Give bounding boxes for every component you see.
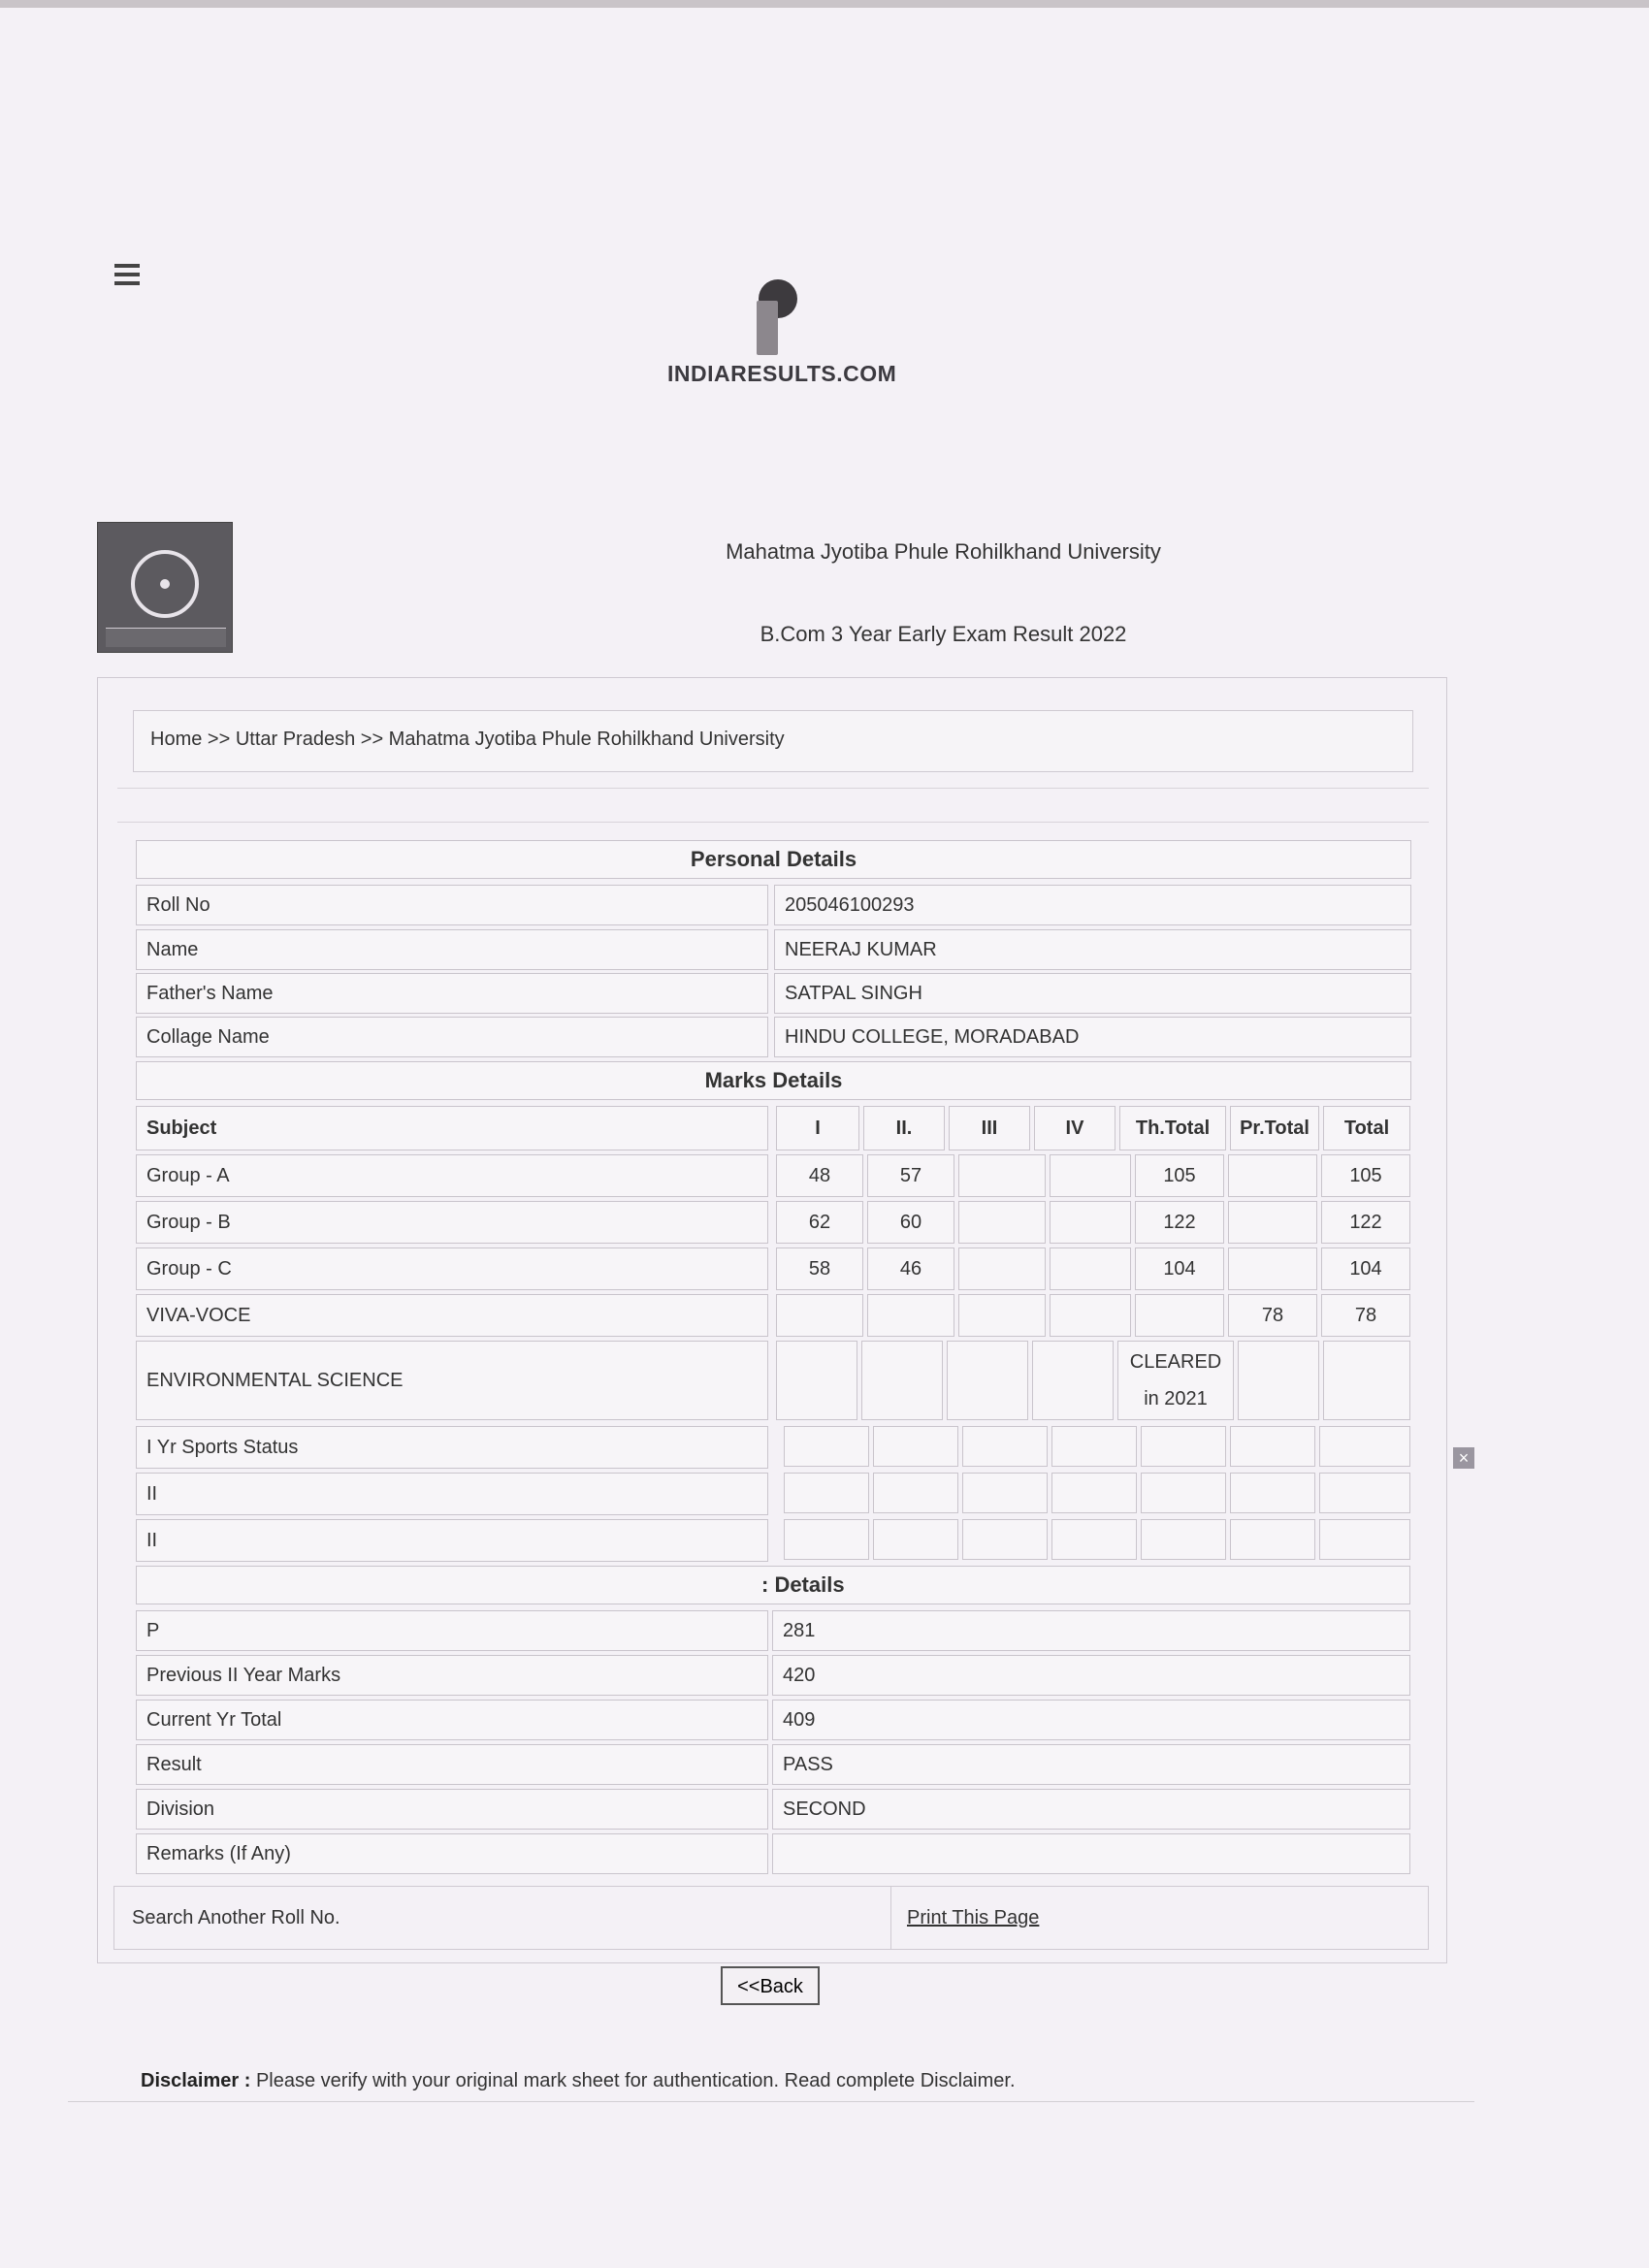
mark-cell — [784, 1519, 869, 1560]
breadcrumb[interactable] — [133, 710, 1413, 772]
mark-cell — [1050, 1154, 1131, 1197]
col-header-th-total: Th.Total — [1119, 1106, 1226, 1150]
mark-cell — [1230, 1519, 1315, 1560]
evs-status-cell: CLEARED in 2021 — [1117, 1341, 1234, 1420]
breadcrumb-text[interactable]: Home >> Uttar Pradesh >> Mahatma Jyotiba Phule Rohilkhand University — [150, 729, 785, 750]
mark-cell — [1141, 1426, 1226, 1467]
top-border — [0, 0, 1649, 8]
footer-divider — [68, 2101, 1474, 2102]
subject-environmental-science: ENVIRONMENTAL SCIENCE — [136, 1341, 768, 1420]
value-previous-i-year: 281 — [772, 1610, 1410, 1651]
mark-cell — [1051, 1426, 1137, 1467]
mark-cell — [1135, 1294, 1224, 1337]
label-fathers-name: Father's Name — [136, 973, 768, 1014]
mark-cell: 105 — [1135, 1154, 1224, 1197]
label-previous-i-year: P — [136, 1610, 768, 1651]
mark-cell — [962, 1426, 1048, 1467]
mark-cell — [1051, 1473, 1137, 1513]
disclaimer-text[interactable]: Please verify with your original mark sheet for authentication. Read complete Disclaimer. — [250, 2070, 1016, 2091]
site-logo-text: INDIARESULTS.COM — [667, 361, 897, 386]
col-header-total: Total — [1323, 1106, 1410, 1150]
value-fathers-name: SATPAL SINGH — [774, 973, 1411, 1014]
label-division: Division — [136, 1789, 768, 1830]
mark-cell: 122 — [1321, 1201, 1410, 1244]
mark-cell: 60 — [867, 1201, 954, 1244]
mark-cell — [1228, 1201, 1317, 1244]
subject-row-ii: II — [136, 1519, 768, 1562]
back-button[interactable]: <<Back — [721, 1966, 820, 2005]
mark-cell — [1141, 1473, 1226, 1513]
mark-cell — [873, 1473, 958, 1513]
mark-cell: 104 — [1321, 1247, 1410, 1290]
col-header-iii: III — [949, 1106, 1030, 1150]
subject-group-c: Group - C — [136, 1247, 768, 1290]
university-name: Mahatma Jyotiba Phule Rohilkhand University — [726, 539, 1161, 564]
close-icon[interactable]: × — [1453, 1447, 1474, 1469]
mark-cell — [1050, 1201, 1131, 1244]
value-college-name: HINDU COLLEGE, MORADABAD — [774, 1017, 1411, 1057]
mark-cell — [861, 1341, 943, 1420]
disclaimer-label: Disclaimer : — [141, 2070, 251, 2091]
spacer-band — [117, 788, 1429, 823]
subject-sports-status: I Yr Sports Status — [136, 1426, 768, 1469]
label-result: Result — [136, 1744, 768, 1785]
value-division: SECOND — [772, 1789, 1410, 1830]
mark-cell — [958, 1201, 1046, 1244]
mark-cell — [1051, 1519, 1137, 1560]
logo-mark-icon — [745, 272, 803, 359]
result-details-heading: : Details — [761, 1572, 845, 1597]
mark-cell — [1319, 1426, 1410, 1467]
bottom-action-bar — [113, 1886, 1429, 1950]
print-cell — [890, 1887, 1428, 1949]
value-current-yr-total: 409 — [772, 1700, 1410, 1740]
mark-cell — [962, 1473, 1048, 1513]
mark-cell — [873, 1426, 958, 1467]
mark-cell — [958, 1294, 1046, 1337]
mark-cell — [1230, 1473, 1315, 1513]
subject-group-b: Group - B — [136, 1201, 768, 1244]
mark-cell — [873, 1519, 958, 1560]
label-roll-no: Roll No — [136, 885, 768, 925]
exam-title: B.Com 3 Year Early Exam Result 2022 — [760, 622, 1127, 646]
value-remarks — [772, 1833, 1410, 1874]
mark-cell: 57 — [867, 1154, 954, 1197]
value-name: NEERAJ KUMAR — [774, 929, 1411, 970]
col-header-pr-total: Pr.Total — [1230, 1106, 1319, 1150]
mark-cell — [947, 1341, 1028, 1420]
mark-cell: 105 — [1321, 1154, 1410, 1197]
university-emblem — [97, 522, 233, 653]
col-header-i: I — [776, 1106, 859, 1150]
label-current-yr-total: Current Yr Total — [136, 1700, 768, 1740]
mark-cell: 78 — [1321, 1294, 1410, 1337]
mark-cell — [1228, 1154, 1317, 1197]
subject-row-ii: II — [136, 1473, 768, 1515]
subject-viva-voce: VIVA-VOCE — [136, 1294, 768, 1337]
mark-cell — [1050, 1294, 1131, 1337]
disclaimer — [141, 2070, 1402, 2092]
col-header-ii: II. — [863, 1106, 945, 1150]
mark-cell — [776, 1294, 863, 1337]
col-header-iv: IV — [1034, 1106, 1116, 1150]
mark-cell: 46 — [867, 1247, 954, 1290]
search-another-roll-text[interactable]: Search Another Roll No. — [132, 1906, 340, 1928]
mark-cell — [958, 1154, 1046, 1197]
mark-cell: 78 — [1228, 1294, 1317, 1337]
personal-details-heading: Personal Details — [136, 840, 1411, 879]
mark-cell — [784, 1473, 869, 1513]
mark-cell: 48 — [776, 1154, 863, 1197]
label-college-name: Collage Name — [136, 1017, 768, 1057]
mark-cell: 58 — [776, 1247, 863, 1290]
value-result: PASS — [772, 1744, 1410, 1785]
mark-cell: 62 — [776, 1201, 863, 1244]
site-logo[interactable] — [667, 272, 897, 388]
mark-cell — [1238, 1341, 1319, 1420]
mark-cell — [962, 1519, 1048, 1560]
hamburger-menu-icon[interactable] — [114, 264, 140, 285]
mark-cell — [1228, 1247, 1317, 1290]
mark-cell: 122 — [1135, 1201, 1224, 1244]
label-previous-ii-year: Previous II Year Marks — [136, 1655, 768, 1696]
search-another-roll-link[interactable] — [114, 1887, 890, 1949]
subject-header: Subject — [136, 1106, 768, 1150]
mark-cell — [1319, 1473, 1410, 1513]
mark-cell — [776, 1341, 857, 1420]
mark-cell — [1323, 1341, 1410, 1420]
label-name: Name — [136, 929, 768, 970]
value-previous-ii-year: 420 — [772, 1655, 1410, 1696]
mark-cell — [784, 1426, 869, 1467]
result-details-row — [136, 1566, 1410, 1604]
mark-cell — [1319, 1519, 1410, 1560]
marks-details-heading: Marks Details — [136, 1061, 1411, 1100]
subject-group-a: Group - A — [136, 1154, 768, 1197]
mark-cell — [1141, 1519, 1226, 1560]
print-page-link[interactable]: Print This Page — [907, 1906, 1040, 1928]
mark-cell — [1230, 1426, 1315, 1467]
mark-cell — [867, 1294, 954, 1337]
mark-cell — [1032, 1341, 1114, 1420]
label-remarks: Remarks (If Any) — [136, 1833, 768, 1874]
mark-cell — [958, 1247, 1046, 1290]
value-roll-no: 205046100293 — [774, 885, 1411, 925]
mark-cell — [1050, 1247, 1131, 1290]
mark-cell: 104 — [1135, 1247, 1224, 1290]
